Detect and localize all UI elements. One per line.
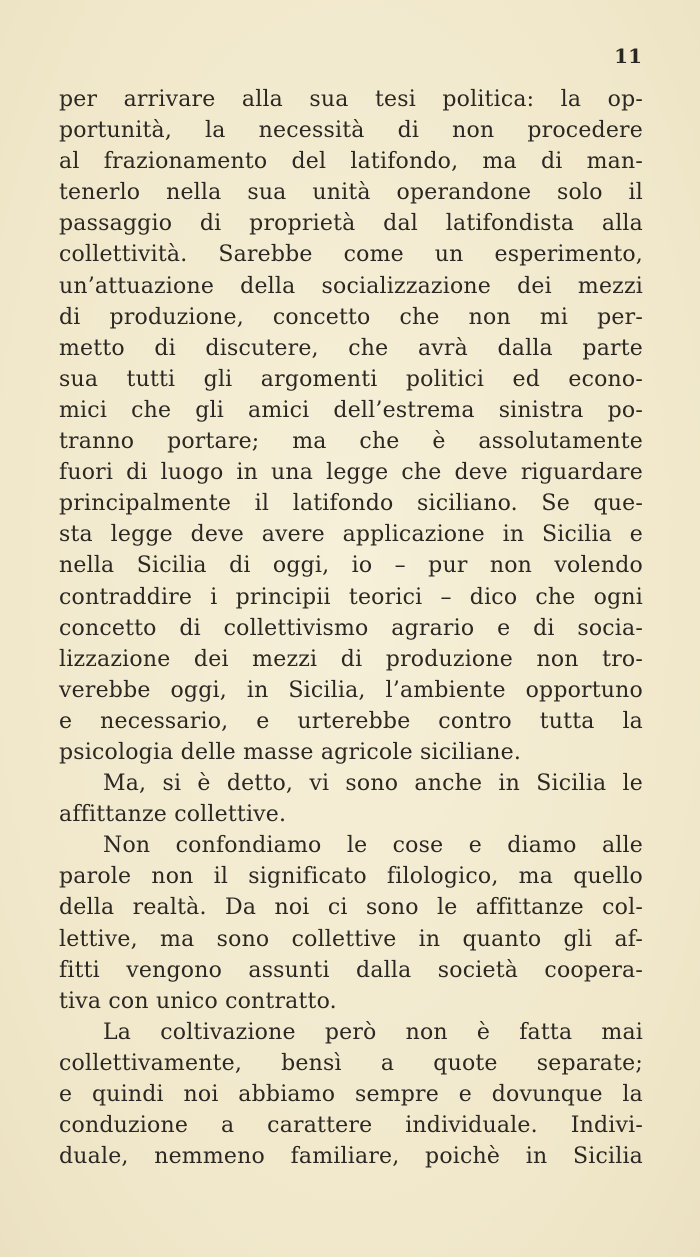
text-line: passaggio di proprietà dal latifondista alla [59,211,643,237]
text-line: concetto di collettivismo agrario e di socia- [59,615,643,641]
text-line: La coltivazione però non è fatta mai [103,1019,643,1045]
text-line: conduzione a carattere individuale. Indivi- [59,1113,643,1139]
text-line: fuori di luogo in una legge che deve riguardare [59,460,643,486]
text-line: psicologia delle masse agricole siciliane. [59,739,522,765]
text-line: sua tutti gli argomenti politici ed econo- [59,366,643,392]
text-line: lettive, ma sono collettive in quanto gli af- [59,926,643,952]
text-line: sta legge deve avere applicazione in Sicilia e [59,522,643,548]
text-line: lizzazione dei mezzi di produzione non tro- [59,646,643,672]
text-line: per arrivare alla sua tesi politica: la op- [59,87,643,112]
text-line: e necessario, e urterebbe contro tutta la [59,708,643,734]
text-line: della realtà. Da noi ci sono le affittanze col- [59,895,643,921]
text-line: metto di discutere, che avrà dalla parte [59,335,643,361]
text-line: affittanze collettive. [59,802,287,828]
text-line: duale, nemmeno familiare, poichè in Sicilia [59,1144,643,1170]
text-line: tiva con unico contratto. [59,988,337,1014]
body-text [59,84,643,1172]
text-line: di produzione, concetto che non mi per- [59,304,643,330]
text-line: tranno portare; ma che è assolutamente [59,429,643,455]
text-line: collettività. Sarebbe come un esperimento, [59,242,643,268]
text-line: un’attuazione della socializzazione dei mezzi [59,273,643,299]
text-line: e quindi noi abbiamo sempre e dovunque la [59,1082,643,1107]
text-line: al frazionamento del latifondo, ma di man- [59,149,643,175]
text-line: Non confondiamo le cose e diamo alle [103,833,643,859]
text-line: Ma, si è detto, vi sono anche in Sicilia le [103,771,643,797]
text-line: portunità, la necessità di non procedere [59,118,643,144]
text-line: nella Sicilia di oggi, io – pur non volendo [59,553,643,579]
text-line: verebbe oggi, in Sicilia, l’ambiente opportuno [59,677,643,703]
text-line: principalmente il latifondo siciliano. Se que- [59,491,643,517]
text-line: collettivamente, bensì a quote separate; [59,1050,643,1076]
page-number: 11 [614,44,642,68]
text-line: mici che gli amici dell’estrema sinistra po- [59,397,643,423]
text-line: tenerlo nella sua unità operandone solo il [59,180,643,206]
text-line: fitti vengono assunti dalla società coopera- [59,957,643,983]
text-line: parole non il significato filologico, ma quello [59,864,643,890]
text-line: contraddire i principii teorici – dico che ogni [59,584,643,610]
